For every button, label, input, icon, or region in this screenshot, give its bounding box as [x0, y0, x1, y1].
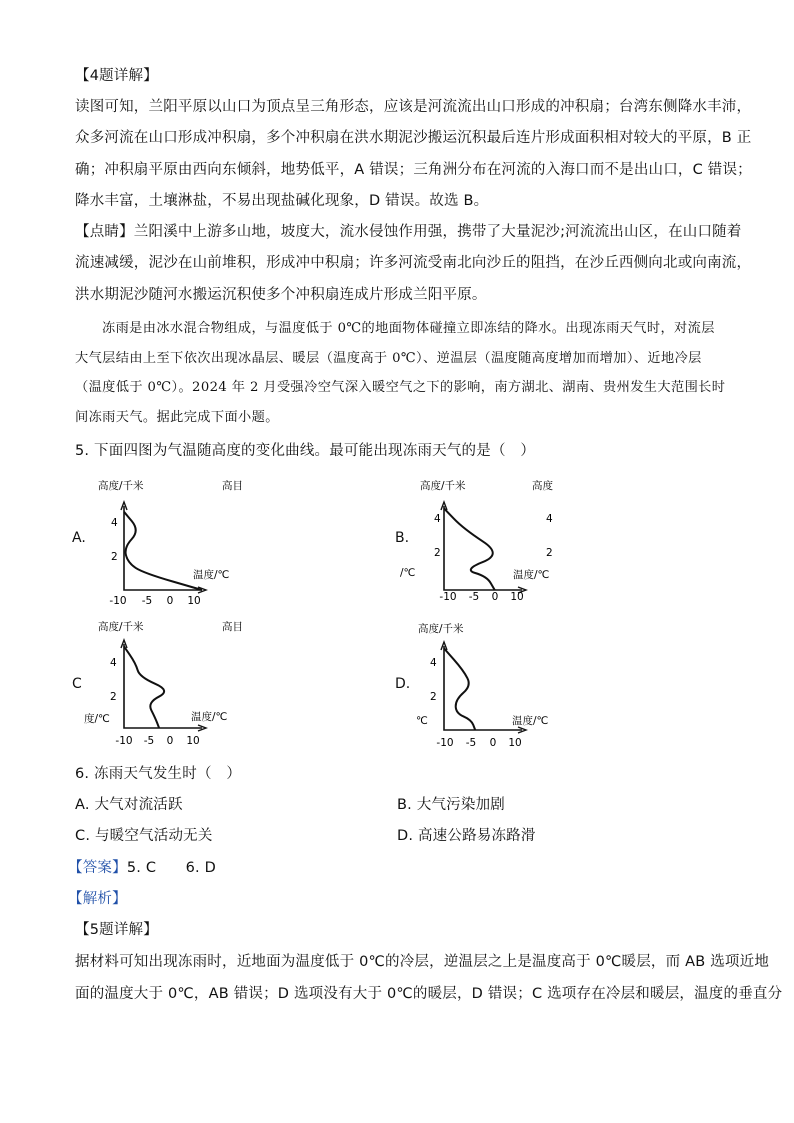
- q6-option-d: D. 高速公路易冻路滑: [397, 828, 536, 844]
- chart-d-clip-left: ℃: [416, 715, 428, 727]
- chart-c-clip-left: 度/℃: [84, 713, 110, 725]
- question-5-stem: 5. 下面四图为气温随高度的变化曲线。最可能出现冻雨天气的是（ ）: [75, 443, 536, 459]
- chart-a-xtick: 10: [187, 595, 201, 607]
- tip-line: 【点睛】兰阳溪中上游多山地，坡度大，流水侵蚀作用强，携带了大量泥沙;河流流出山区，在山口随着: [75, 224, 742, 240]
- chart-a-svg: [80, 474, 250, 614]
- chart-d-xlabel: 温度/℃: [512, 715, 549, 727]
- answer-value: 5. C 6. D: [126, 860, 216, 876]
- chart-a-xlabel: 温度/℃: [193, 569, 230, 581]
- chart-b-clip-left: /℃: [400, 567, 416, 579]
- text-line: 据材料可知出现冻雨时，近地面为温度低于 0℃的冷层，逆温层之上是温度高于 0℃暖层，而 AB 选项近地: [75, 954, 770, 970]
- text-line: 确；冲积扇平原由西向东倾斜，地势低平，A 错误；三角洲分布在河流的入海口而不是出山口，C 错误；: [75, 162, 752, 178]
- chart-b-ytick-2: 2: [434, 547, 441, 559]
- chart-b-ytick-4-right: 4: [546, 513, 553, 525]
- chart-b-xtick: 0: [491, 591, 499, 603]
- chart-b-axes: [444, 506, 522, 590]
- chart-d-xtick: -10: [436, 737, 454, 749]
- chart-d-ylabel: 高度/千米: [418, 623, 464, 635]
- chart-option-c: [80, 616, 250, 756]
- chart-b-ytick-2-right: 2: [546, 547, 553, 559]
- chart-c-xlabel: 温度/℃: [191, 711, 228, 723]
- chart-a-ytick-4: 4: [111, 517, 118, 529]
- answer-row: [68, 858, 216, 878]
- chart-b-temperature-curve: [444, 508, 495, 590]
- chart-d-ytick-2: 2: [430, 691, 437, 703]
- chart-a-xtick: -5: [141, 595, 153, 607]
- chart-option-a: [80, 474, 250, 614]
- section-head-q4-detail: 【4题详解】: [75, 68, 158, 84]
- chart-c-xtick: -5: [143, 735, 155, 747]
- text-line: 面的温度大于 0℃，AB 错误；D 选项没有大于 0℃的暖层，D 错误；C 选项存在冷层和暖层，温度的垂直分: [75, 986, 783, 1002]
- passage-line: 冻雨是由冰水混合物组成，与温度低于 0℃的地面物体碰撞立即冻结的降水。出现冻雨天气时，对流层: [102, 321, 715, 336]
- answer-label: 【答案】: [68, 860, 127, 876]
- text-line: 降水丰富，土壤淋盐，不易出现盐碱化现象，D 错误。故选 B。: [75, 193, 489, 209]
- chart-d-svg: [400, 616, 575, 756]
- chart-d-temperature-curve: [444, 648, 475, 730]
- q6-option-c: C. 与暖空气活动无关: [75, 828, 213, 844]
- chart-b-xlabel: 温度/℃: [513, 569, 550, 581]
- section-head-q5-detail: 【5题详解】: [75, 922, 158, 938]
- chart-a-xtick: 0: [166, 595, 174, 607]
- option-d-label: D.: [395, 676, 411, 692]
- chart-d-axes: [444, 646, 522, 730]
- chart-b-svg: [400, 474, 575, 614]
- chart-b-clip-right: 高度: [532, 480, 553, 492]
- chart-a-xtick: -10: [109, 595, 127, 607]
- analysis-label: 【解析】: [68, 891, 127, 907]
- text-line: 众多河流在山口形成冲积扇，多个冲积扇在洪水期泥沙搬运沉积最后连片形成面积相对较大的平原，B 正: [75, 130, 752, 146]
- chart-b-xtick: 10: [510, 591, 524, 603]
- chart-b-xtick: -10: [439, 591, 457, 603]
- q6-option-b: B. 大气污染加剧: [397, 797, 505, 813]
- chart-a-axes: [124, 506, 202, 590]
- chart-option-b: [400, 474, 575, 614]
- chart-d-xtick: 10: [508, 737, 522, 749]
- option-c-label: C: [72, 676, 82, 692]
- text-line: 流速减缓，泥沙在山前堆积，形成冲中积扇；许多河流受南北向沙丘的阻挡，在沙丘西侧向北或向南流，: [75, 255, 752, 271]
- option-a-label: A.: [72, 530, 86, 546]
- option-b-label: B.: [395, 530, 410, 546]
- chart-d-xtick: 0: [489, 737, 497, 749]
- question-6-stem: 6. 冻雨天气发生时（ ）: [75, 766, 242, 782]
- chart-c-xtick: 10: [186, 735, 200, 747]
- chart-d-ytick-4: 4: [430, 657, 437, 669]
- passage-line: 间冻雨天气。据此完成下面小题。: [75, 410, 279, 425]
- chart-c-ylabel: 高度/千米: [98, 621, 144, 633]
- chart-a-ytick-2: 2: [111, 551, 118, 563]
- text-line: 洪水期泥沙随河水搬运沉积使多个冲积扇连成片形成兰阳平原。: [75, 287, 487, 303]
- chart-a-clip-right: 高目: [222, 480, 243, 492]
- chart-a-ylabel: 高度/千米: [98, 480, 144, 492]
- chart-d-xtick: -5: [465, 737, 477, 749]
- chart-option-d: [400, 616, 575, 756]
- passage-line: 大气层结由上至下依次出现冰晶层、暖层（温度高于 0℃）、逆温层（温度随高度增加而增加）、近地冷层: [75, 351, 702, 366]
- chart-b-ylabel: 高度/千米: [420, 480, 466, 492]
- passage-line: （温度低于 0℃）。2024 年 2 月受强冷空气深入暖空气之下的影响，南方湖北、湖南、贵州发生大范围长时: [75, 380, 726, 395]
- chart-b-xtick: -5: [468, 591, 480, 603]
- chart-c-svg: [80, 616, 250, 756]
- chart-c-temperature-curve: [124, 646, 164, 728]
- chart-b-ytick-4: 4: [434, 513, 441, 525]
- chart-c-xtick: 0: [166, 735, 174, 747]
- text-line: 读图可知，兰阳平原以山口为顶点呈三角形态，应该是河流流出山口形成的冲积扇；台湾东侧降水丰沛，: [75, 99, 752, 115]
- chart-c-ytick-2: 2: [110, 691, 117, 703]
- chart-c-xtick: -10: [115, 735, 133, 747]
- q6-option-a: A. 大气对流活跃: [75, 797, 183, 813]
- chart-c-clip-right: 高目: [222, 621, 243, 633]
- chart-c-ytick-4: 4: [110, 657, 117, 669]
- chart-a-temperature-curve: [124, 512, 202, 590]
